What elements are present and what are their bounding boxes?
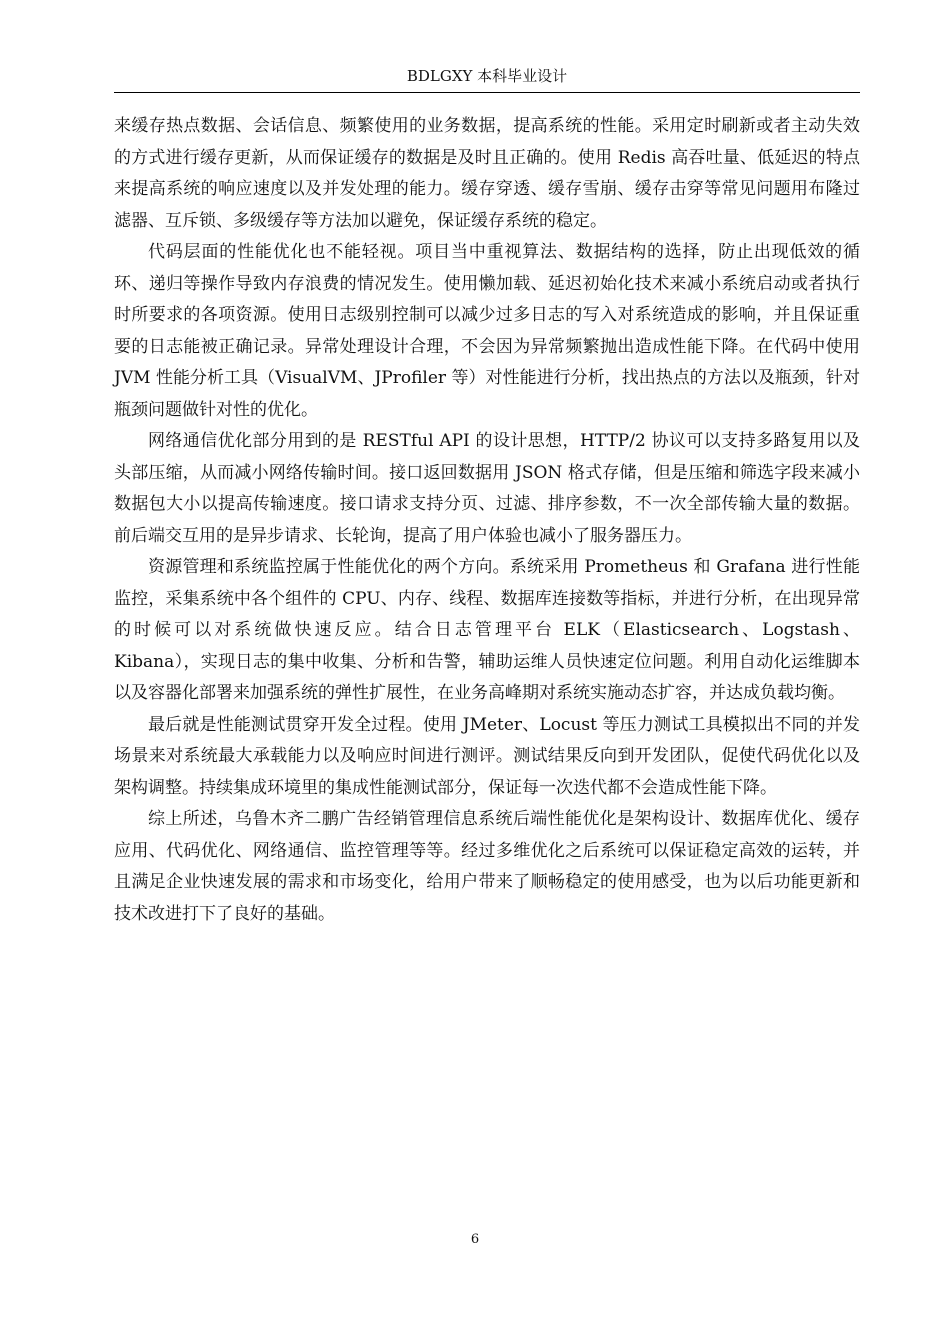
page-header [114,66,860,93]
paragraph-code-optimization: 代码层面的性能优化也不能轻视。项目当中重视算法、数据结构的选择，防止出现低效的循环、递归等操作导致内存浪费的情况发生。使用懒加载、延迟初始化技术来减小系统启动或者执行时所要求的各项资源。使用日志级别控制可以减少过多日志的写入对系统造成的影响，并且保证重要的日志能被正确记录。异常处理设计合理，不会因为异常频繁抛出造成性能下降。在代码中使用 JVM 性能分析工具（VisualVM、JProfiler 等）对性能进行分析，找出热点的方法以及瓶颈，针对瓶颈问题做针对性的优化。 [114,242,860,420]
page-number: 6 [470,1232,480,1247]
document-body [114,111,860,930]
paragraph-performance-testing: 最后就是性能测试贯穿开发全过程。使用 JMeter、Locust 等压力测试工具模拟出不同的并发场景来对系统最大承载能力以及响应时间进行测评。测试结果反向到开发团队，促使代码优化以及架构调整。持续集成环境里的集成性能测试部分，保证每一次迭代都不会造成性能下降。 [114,714,860,798]
paragraph-cache: 来缓存热点数据、会话信息、频繁使用的业务数据，提高系统的性能。采用定时刷新或者主动失效的方式进行缓存更新，从而保证缓存的数据是及时且正确的。使用 Redis 高吞吐量、低延迟的特点来提高系统的响应速度以及并发处理的能力。缓存穿透、缓存雪崩、缓存击穿等常见问题用布隆过滤器、互斥锁、多级缓存等方法加以避免，保证缓存系统的稳定。 [114,116,860,231]
paragraph-monitoring: 资源管理和系统监控属于性能优化的两个方向。系统采用 Prometheus 和 Grafana 进行性能监控，采集系统中各个组件的 CPU、内存、线程、数据库连接数等指标，并进行分析，在出现异常的时候可以对系统做快速反应。结合日志管理平台 ELK（Elasticsearch、Logstash、Kibana），实现日志的集中收集、分析和告警，辅助运维人员快速定位问题。利用自动化运维脚本以及容器化部署来加强系统的弹性扩展性，在业务高峰期对系统实施动态扩容，并达成负载均衡。 [114,557,860,703]
paragraph-network-optimization: 网络通信优化部分用到的是 RESTful API 的设计思想，HTTP/2 协议可以支持多路复用以及头部压缩，从而减小网络传输时间。接口返回数据用 JSON 格式存储，但是压缩和筛选字段来减小数据包大小以提高传输速度。接口请求支持分页、过滤、排序参数，不一次全部传输大量的数据。前后端交互用的是异步请求、长轮询，提高了用户体验也减小了服务器压力。 [114,431,860,546]
header-title: BDLGXY 本科毕业设计 [406,67,568,85]
paragraph-summary: 综上所述，乌鲁木齐二鹏广告经销管理信息系统后端性能优化是架构设计、数据库优化、缓存应用、代码优化、网络通信、监控管理等等。经过多维优化之后系统可以保证稳定高效的运转，并且满足企业快速发展的需求和市场变化，给用户带来了顺畅稳定的使用感受，也为以后功能更新和技术改进打下了良好的基础。 [114,809,860,924]
